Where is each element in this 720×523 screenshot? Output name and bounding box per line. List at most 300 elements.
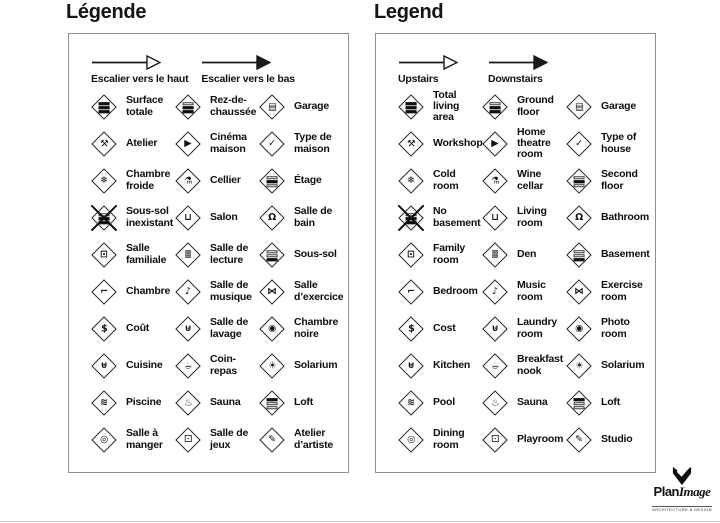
legend-title-fr: Légende — [66, 1, 147, 23]
bathroom-toilet-icon — [564, 203, 594, 233]
legend-item-label: Salon — [210, 210, 238, 223]
planimage-logo — [649, 466, 715, 516]
cost-dollar-icon — [89, 314, 119, 344]
pool-swimmer-icon — [89, 388, 119, 418]
legend-item — [89, 347, 173, 384]
floor-bar — [574, 401, 585, 404]
basement-icon — [257, 240, 287, 270]
legend-item — [89, 273, 173, 310]
solarium-sun-icon — [564, 351, 594, 381]
icon-glyph: ⚗ — [490, 174, 500, 186]
floor-bar — [183, 101, 194, 104]
legend-item-label: Chambre — [126, 284, 171, 297]
legend-item — [396, 273, 480, 310]
sauna-person-icon — [480, 388, 510, 418]
living-room-sofa-icon — [480, 203, 510, 233]
legend-item — [564, 310, 653, 347]
floor-bar — [99, 109, 110, 112]
floor-bar — [267, 397, 278, 400]
icon-glyph: ⊔ — [491, 211, 499, 223]
diamond-frame — [259, 242, 284, 267]
legend-item-label: Solarium — [294, 358, 338, 371]
floor-bar — [406, 101, 417, 104]
floor-bar — [99, 105, 110, 108]
cost-dollar-icon — [396, 314, 426, 344]
legend-item — [564, 162, 653, 199]
garage-icon — [564, 92, 594, 122]
stairs-down-legend — [201, 55, 295, 85]
legend-item — [173, 125, 257, 162]
cold-room-thermometer-icon — [89, 166, 119, 196]
icon-glyph: ☕ — [183, 359, 193, 371]
stairs-up-legend — [398, 55, 458, 85]
floor-bar — [267, 401, 278, 404]
legend-item-label: Atelier d’artiste — [294, 427, 334, 451]
total-living-area-icon — [396, 92, 426, 122]
stair-arrows-fr — [91, 55, 295, 85]
total-living-area-icon — [89, 92, 119, 122]
icon-glyph: ☕ — [490, 359, 500, 371]
page-bottom-rule — [0, 521, 720, 522]
legend-title-en: Legend — [374, 1, 444, 23]
legend-item — [257, 125, 346, 162]
legend-item-label: Loft — [601, 395, 621, 408]
icon-glyph: ✓ — [268, 137, 276, 149]
legend-item — [89, 310, 173, 347]
legend-item — [396, 162, 480, 199]
floor-stack-glyph — [267, 249, 278, 260]
pool-swimmer-icon — [396, 388, 426, 418]
legend-item — [396, 199, 480, 236]
diamond-frame — [91, 131, 116, 156]
legend-item-label: Sauna — [210, 395, 241, 408]
floor-bar — [267, 257, 278, 260]
legend-item — [480, 384, 564, 421]
legend-item — [89, 421, 173, 458]
legend-item-label: Sauna — [517, 395, 548, 408]
dining-room-plate-icon — [89, 425, 119, 455]
bedroom-bed-icon — [396, 277, 426, 307]
icon-glyph: ◉ — [267, 322, 277, 334]
legend-item-label: Salle de musique — [210, 279, 252, 303]
legend-grid-en — [396, 88, 653, 458]
wine-cellar-bottle-icon — [480, 166, 510, 196]
floor-bar — [574, 253, 585, 256]
floor-stack-glyph — [99, 101, 110, 112]
icon-glyph: ✎ — [575, 433, 583, 445]
icon-glyph: ▤ — [267, 100, 277, 112]
legend-item-label: Cost — [433, 321, 456, 334]
legend-item-label: Laundry room — [517, 316, 558, 340]
diamond-frame — [175, 131, 200, 156]
icon-glyph: ⚒ — [99, 137, 109, 149]
icon-glyph: ⊡ — [100, 248, 108, 260]
floor-bar — [490, 101, 501, 104]
legend-item — [564, 273, 653, 310]
legend-item-label: Piscine — [126, 395, 162, 408]
legend-item-label: Atelier — [126, 136, 158, 149]
bathroom-toilet-icon — [257, 203, 287, 233]
bedroom-bed-icon — [89, 277, 119, 307]
icon-glyph: ⌐ — [407, 285, 415, 297]
icon-glyph: ☀ — [574, 359, 584, 371]
diamond-frame — [566, 94, 591, 119]
breakfast-nook-cup-icon — [480, 351, 510, 381]
icon-glyph: ⚒ — [406, 137, 416, 149]
legend-item — [89, 236, 173, 273]
legend-item — [480, 273, 564, 310]
legend-item-label: Bathroom — [601, 210, 649, 223]
floor-bar — [267, 175, 278, 178]
stairs-up-arrow-icon — [398, 55, 458, 70]
legend-item — [396, 236, 480, 273]
legend-item — [257, 310, 346, 347]
diamond-frame — [482, 353, 507, 378]
legend-item-label: Étage — [294, 173, 322, 186]
legend-item-label: Sous-sol inexistant — [126, 205, 174, 229]
icon-glyph: ▤ — [574, 100, 584, 112]
floor-bar — [406, 109, 417, 112]
icon-glyph: ⋈ — [574, 285, 584, 297]
diamond-frame — [91, 427, 116, 452]
icon-glyph: ♪ — [184, 285, 192, 297]
legend-item-label: Surface totale — [126, 94, 164, 118]
floor-bar — [183, 105, 194, 108]
icon-glyph: ♨ — [183, 396, 193, 408]
diamond-frame — [259, 353, 284, 378]
icon-glyph: ⊔ — [184, 211, 192, 223]
house-type-check-icon — [257, 129, 287, 159]
legend-item — [257, 199, 346, 236]
legend-item — [396, 310, 480, 347]
legend-item-label: Salle de jeux — [210, 427, 249, 451]
diamond-frame — [398, 168, 423, 193]
diamond-frame — [566, 279, 591, 304]
workshop-hammer-icon — [396, 129, 426, 159]
den-books-icon — [173, 240, 203, 270]
legend-item-label: Chambre noire — [294, 316, 339, 340]
legend-item — [480, 421, 564, 458]
playroom-die-icon — [480, 425, 510, 455]
floor-stack-glyph — [183, 101, 194, 112]
diamond-frame — [259, 427, 284, 452]
floor-bar — [574, 249, 585, 252]
legend-item — [564, 125, 653, 162]
legend-item-label: Kitchen — [433, 358, 471, 371]
diamond-frame — [482, 242, 507, 267]
legend-item-label: Music room — [517, 279, 546, 303]
legend-item — [480, 236, 564, 273]
legend-item-label: Salle d’exercice — [294, 279, 344, 303]
family-room-tv-icon — [89, 240, 119, 270]
icon-glyph: ☀ — [267, 359, 277, 371]
diamond-frame — [175, 353, 200, 378]
diamond-frame — [91, 242, 116, 267]
icon-glyph: $ — [100, 322, 108, 334]
legend-panel-en — [375, 33, 656, 473]
laundry-basket-icon — [173, 314, 203, 344]
diamond-frame — [259, 205, 284, 230]
garage-icon — [257, 92, 287, 122]
legend-item-label: Home theatre room — [517, 125, 551, 161]
diamond-frame — [566, 316, 591, 341]
legend-item-label: Solarium — [601, 358, 645, 371]
diamond-frame — [259, 168, 284, 193]
floor-stack-glyph — [574, 249, 585, 260]
legend-item — [564, 88, 653, 125]
icon-glyph: ▶ — [491, 137, 499, 149]
icon-glyph: $ — [407, 322, 415, 334]
icon-glyph: ⊍ — [100, 359, 108, 371]
legend-item — [173, 236, 257, 273]
legend-item — [89, 88, 173, 125]
kitchen-pot-icon — [396, 351, 426, 381]
dining-room-plate-icon — [396, 425, 426, 455]
icon-glyph: Ω — [574, 211, 584, 223]
legend-item-label: Wine cellar — [517, 168, 544, 192]
legend-item-label: Bedroom — [433, 284, 478, 297]
legend-item — [257, 384, 346, 421]
legend-item-label: Salle de lavage — [210, 316, 249, 340]
legend-item — [480, 88, 564, 125]
icon-glyph: ≋ — [407, 396, 415, 408]
stairs-up-arrow-icon — [91, 55, 161, 70]
icon-glyph: ⌐ — [100, 285, 108, 297]
diamond-frame — [91, 390, 116, 415]
icon-glyph: ❄ — [407, 174, 415, 186]
icon-glyph: ◎ — [99, 433, 109, 445]
icon-glyph: ⚀ — [183, 433, 193, 445]
workshop-hammer-icon — [89, 129, 119, 159]
legend-item-label: Playroom — [517, 432, 564, 445]
floor-bar — [406, 105, 417, 108]
floor-bar — [490, 105, 501, 108]
stair-arrows-en — [398, 55, 548, 85]
floor-stack-glyph — [490, 101, 501, 112]
legend-item-label: Cold room — [433, 168, 459, 192]
legend-item — [564, 199, 653, 236]
legend-panel-fr — [68, 33, 349, 473]
diamond-frame — [175, 205, 200, 230]
photo-room-camera-icon — [257, 314, 287, 344]
diamond-frame — [91, 316, 116, 341]
legend-item — [89, 125, 173, 162]
stairs-down-arrow-icon — [488, 55, 548, 70]
legend-item-label: Garage — [294, 99, 329, 112]
floor-bar — [267, 183, 278, 186]
diamond-frame — [175, 427, 200, 452]
legend-item — [480, 347, 564, 384]
icon-glyph: ≣ — [491, 248, 499, 260]
diamond-frame — [398, 279, 423, 304]
home-theatre-icon — [173, 129, 203, 159]
legend-item-label: Pool — [433, 395, 455, 408]
floor-stack-glyph — [574, 175, 585, 186]
icon-glyph: ✓ — [575, 137, 583, 149]
legend-item — [257, 421, 346, 458]
icon-glyph: ⚗ — [183, 174, 193, 186]
second-floor-icon — [564, 166, 594, 196]
cold-room-thermometer-icon — [396, 166, 426, 196]
legend-item-label: Ground floor — [517, 94, 554, 118]
legend-item — [564, 384, 653, 421]
diamond-frame — [398, 427, 423, 452]
legend-item — [173, 347, 257, 384]
legend-item — [173, 199, 257, 236]
diamond-frame — [482, 316, 507, 341]
legend-item — [564, 236, 653, 273]
legend-item — [173, 162, 257, 199]
legend-item-label: Workshop — [433, 136, 483, 149]
logo-word-image: Image — [679, 484, 711, 499]
legend-item-label: Sous-sol — [294, 247, 337, 260]
diamond-frame — [566, 131, 591, 156]
legend-item-label: Salle de lecture — [210, 242, 249, 266]
diamond-frame — [175, 316, 200, 341]
legend-item-label: Basement — [601, 247, 650, 260]
diamond-frame — [398, 131, 423, 156]
legend-item — [480, 199, 564, 236]
diamond-frame — [259, 316, 284, 341]
icon-glyph: ◉ — [574, 322, 584, 334]
house-type-check-icon — [564, 129, 594, 159]
playroom-die-icon — [173, 425, 203, 455]
family-room-tv-icon — [396, 240, 426, 270]
floor-bar — [574, 257, 585, 260]
legend-item-label: Total living area — [433, 88, 460, 124]
diamond-frame — [91, 353, 116, 378]
diamond-frame — [482, 279, 507, 304]
diamond-frame — [175, 242, 200, 267]
legend-grid-fr — [89, 88, 346, 458]
legend-item — [257, 347, 346, 384]
logo-tagline: ARCHITECTURE & DESIGN — [652, 507, 712, 512]
diamond-frame — [398, 94, 423, 119]
exercise-dumbbell-icon — [257, 277, 287, 307]
stairs-down-label: Escalier vers le bas — [201, 73, 295, 85]
diamond-frame — [566, 427, 591, 452]
icon-glyph: ⊡ — [407, 248, 415, 260]
diamond-frame — [566, 168, 591, 193]
legend-item — [480, 162, 564, 199]
diamond-frame — [398, 242, 423, 267]
stairs-up-label: Escalier vers le haut — [91, 73, 189, 85]
legend-item — [89, 162, 173, 199]
diamond-frame — [91, 168, 116, 193]
floor-stack-glyph — [267, 175, 278, 186]
legend-item — [396, 347, 480, 384]
icon-glyph: ⊍ — [407, 359, 415, 371]
icon-glyph: ♨ — [490, 396, 500, 408]
legend-item-label: Second floor — [601, 168, 638, 192]
icon-glyph: ⊎ — [491, 322, 499, 334]
legend-item-label: Salle familiale — [126, 242, 167, 266]
diamond-frame — [482, 168, 507, 193]
legend-item-label: Rez-de-chaussée — [210, 94, 257, 118]
legend-item-label: Family room — [433, 242, 466, 266]
floor-bar — [267, 249, 278, 252]
diamond-frame — [482, 390, 507, 415]
legend-item — [396, 421, 480, 458]
ground-floor-icon — [173, 92, 203, 122]
icon-glyph: ❄ — [100, 174, 108, 186]
diamond-frame — [482, 94, 507, 119]
legend-item — [89, 384, 173, 421]
floor-bar — [183, 109, 194, 112]
planimage-wordmark — [649, 485, 715, 498]
floor-bar — [267, 179, 278, 182]
legend-item-label: Cuisine — [126, 358, 163, 371]
floor-bar — [574, 179, 585, 182]
legend-item-label: Dining room — [433, 427, 465, 451]
floor-bar — [574, 175, 585, 178]
legend-item-label: Salle de bain — [294, 205, 333, 229]
legend-item-label: Studio — [601, 432, 633, 445]
legend-item — [564, 347, 653, 384]
stairs-down-legend — [488, 55, 548, 85]
icon-glyph: ≋ — [100, 396, 108, 408]
legend-item-label: Garage — [601, 99, 636, 112]
legend-item-label: Breakfast nook — [517, 353, 564, 377]
legend-item — [173, 421, 257, 458]
breakfast-nook-cup-icon — [173, 351, 203, 381]
legend-item — [480, 310, 564, 347]
music-note-icon — [173, 277, 203, 307]
photo-room-camera-icon — [564, 314, 594, 344]
legend-item — [257, 88, 346, 125]
floor-bar — [267, 253, 278, 256]
solarium-sun-icon — [257, 351, 287, 381]
legend-item-label: Living room — [517, 205, 547, 229]
legend-item — [396, 125, 483, 162]
icon-glyph: ◎ — [406, 433, 416, 445]
stairs-down-label: Downstairs — [488, 73, 543, 85]
logo-word-plan: Plan — [653, 484, 679, 499]
legend-item-label: Type of house — [601, 131, 637, 155]
diamond-frame — [259, 94, 284, 119]
floor-stack-glyph — [574, 397, 585, 408]
laundry-basket-icon — [480, 314, 510, 344]
legend-item — [396, 384, 480, 421]
icon-glyph: ▶ — [184, 137, 192, 149]
floor-bar — [574, 183, 585, 186]
music-note-icon — [480, 277, 510, 307]
planimage-logo-icon — [670, 466, 694, 486]
legend-item — [564, 421, 653, 458]
icon-glyph: ⋈ — [267, 285, 277, 297]
icon-glyph: Ω — [267, 211, 277, 223]
diamond-frame — [175, 279, 200, 304]
legend-item-label: Cellier — [210, 173, 241, 186]
diamond-frame — [91, 279, 116, 304]
diamond-frame — [398, 390, 423, 415]
diamond-frame — [482, 205, 507, 230]
legend-item — [173, 88, 257, 125]
legend-item — [89, 199, 173, 236]
den-books-icon — [480, 240, 510, 270]
legend-item — [396, 88, 480, 125]
stairs-down-arrow-icon — [201, 55, 271, 70]
stairs-up-label: Upstairs — [398, 73, 439, 85]
diamond-frame — [398, 353, 423, 378]
legend-item — [173, 384, 257, 421]
wine-cellar-bottle-icon — [173, 166, 203, 196]
floor-bar — [99, 101, 110, 104]
legend-item-label: Coût — [126, 321, 150, 334]
stairs-up-legend — [91, 55, 188, 85]
diamond-frame — [175, 94, 200, 119]
legend-item-label: Coin-repas — [210, 353, 238, 377]
